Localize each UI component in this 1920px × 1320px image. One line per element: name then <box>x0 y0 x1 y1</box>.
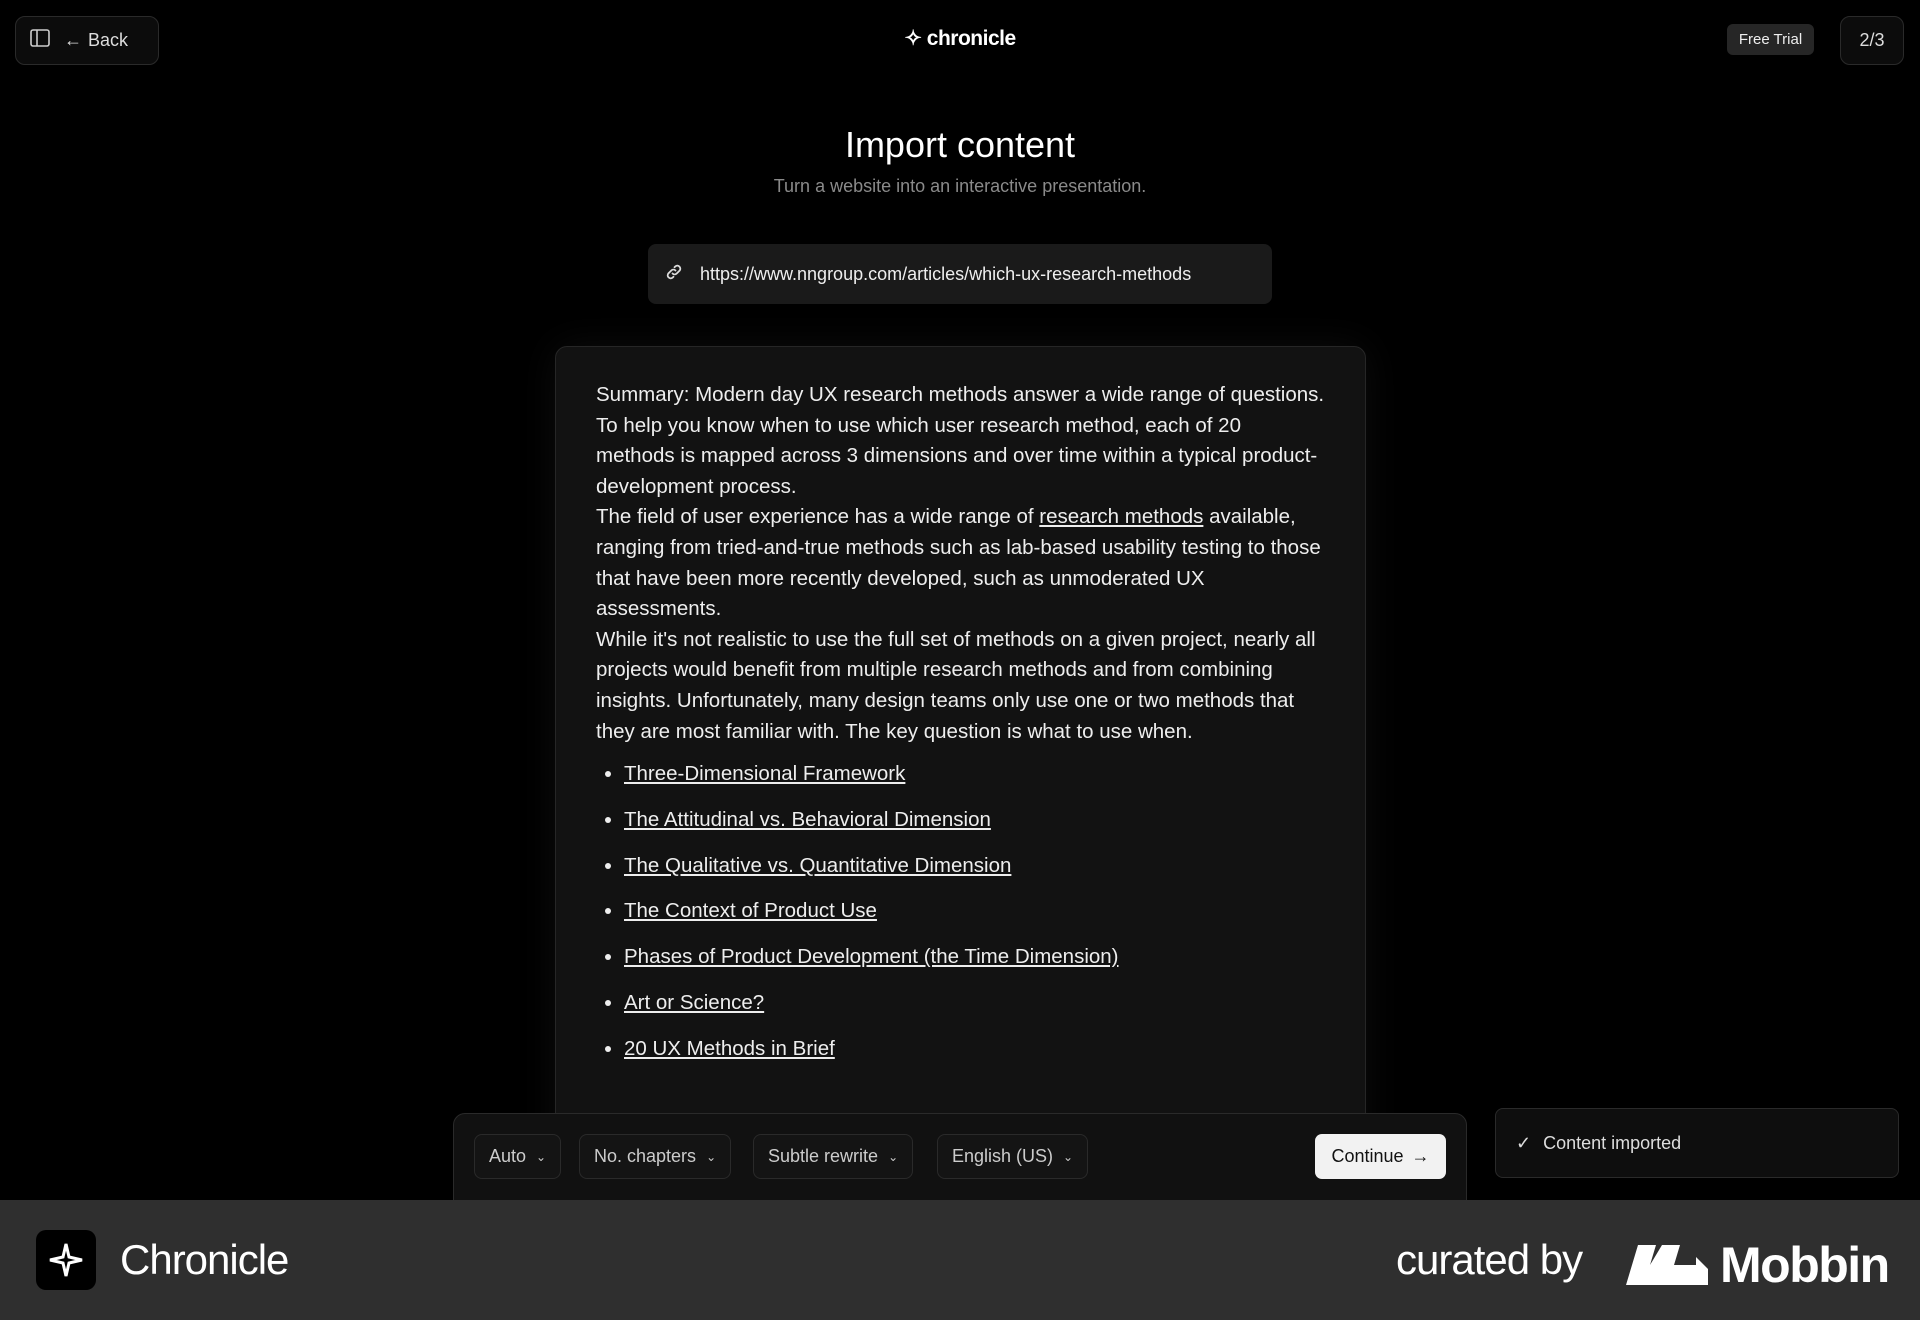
page-subtitle: Turn a website into an interactive presentation. <box>773 176 1147 196</box>
url-input[interactable] <box>648 244 1272 304</box>
url-value: https://www.nngroup.com/articles/which-ux-research-methods <box>700 263 1192 284</box>
toast-message: Content imported <box>1543 1132 1682 1153</box>
toc-link[interactable]: The Qualitative vs. Quantitative Dimension <box>624 853 1012 877</box>
dropdown-label: English (US) <box>952 1146 1054 1166</box>
mobbin-mark-icon <box>1626 1245 1708 1285</box>
dropdown-label: Auto <box>489 1146 527 1166</box>
sparkle-icon: ✧ <box>904 27 922 50</box>
content-preview <box>555 346 1366 1246</box>
check-icon: ✓ <box>1516 1132 1532 1153</box>
text: The field of user experience has a wide range of <box>596 505 1040 529</box>
dropdown-label: Subtle rewrite <box>768 1146 879 1166</box>
step-indicator: 2/3 <box>1840 16 1904 65</box>
toc-link[interactable]: The Attitudinal vs. Behavioral Dimension <box>624 807 991 831</box>
dropdown-label: No. chapters <box>594 1146 697 1166</box>
curated-by-label: curated by <box>1396 1236 1583 1283</box>
logo-text: chronicle <box>926 27 1016 50</box>
list-item <box>624 988 1325 1019</box>
footer-app-name: Chronicle <box>120 1236 289 1283</box>
text: available, ranging from tried-and-true methods such as lab-based usability testing to those that have been more recently developed, such as unmoderated UX assessments. <box>596 505 1321 621</box>
list-item <box>624 851 1325 882</box>
back-label: Back <box>88 30 129 50</box>
chevron-down-icon: ⌄ <box>888 1149 899 1164</box>
toc-link[interactable]: Phases of Product Development (the Time Dimension) <box>624 945 1119 969</box>
toc-link[interactable]: The Context of Product Use <box>624 899 877 923</box>
chapters-dropdown[interactable] <box>579 1134 731 1179</box>
page-title: Import content <box>844 124 1076 165</box>
rewrite-dropdown[interactable] <box>753 1134 913 1179</box>
list-item <box>624 1034 1325 1065</box>
continue-button[interactable] <box>1315 1134 1446 1179</box>
toc-link[interactable]: 20 UX Methods in Brief <box>624 1036 835 1060</box>
mobbin-logo <box>1626 1236 1889 1294</box>
app-logo <box>0 26 1920 51</box>
paragraph <box>596 502 1325 624</box>
continue-label: Continue <box>1331 1146 1404 1166</box>
list-item <box>624 896 1325 927</box>
toc-link[interactable]: Three-Dimensional Framework <box>624 762 906 786</box>
paragraph: While it's not realistic to use the full set of methods on a given project, nearly all projects would benefit from multiple research methods and from combining insights. Unfortunately, many design teams only use one or two methods that they are most familiar with. The key question is what to use when. <box>596 627 1316 743</box>
toast-notification <box>1495 1108 1899 1178</box>
chevron-down-icon: ⌄ <box>706 1149 717 1164</box>
mobbin-text: Mobbin <box>1720 1237 1889 1293</box>
summary-paragraph: Summary: Modern day UX research methods answer a wide range of questions. To help you know when to use which user research method, each of 20 methods is mapped across 3 dimensions and over time within a typical product-development process. <box>596 383 1325 498</box>
chronicle-app-icon <box>36 1230 96 1290</box>
toc-list <box>596 759 1325 1064</box>
mode-dropdown[interactable] <box>474 1134 561 1179</box>
chevron-down-icon: ⌄ <box>536 1149 547 1164</box>
language-dropdown[interactable] <box>937 1134 1088 1179</box>
arrow-right-icon: → <box>1411 1146 1430 1166</box>
free-trial-badge[interactable]: Free Trial <box>1727 24 1814 55</box>
list-item <box>624 805 1325 836</box>
arrow-left-icon: ← <box>64 30 82 50</box>
toc-link[interactable]: Art or Science? <box>624 991 765 1015</box>
list-item <box>624 759 1325 790</box>
research-methods-link[interactable]: research methods <box>1039 505 1204 529</box>
link-icon <box>664 262 684 287</box>
list-item <box>624 942 1325 973</box>
chevron-down-icon: ⌄ <box>1063 1149 1074 1164</box>
